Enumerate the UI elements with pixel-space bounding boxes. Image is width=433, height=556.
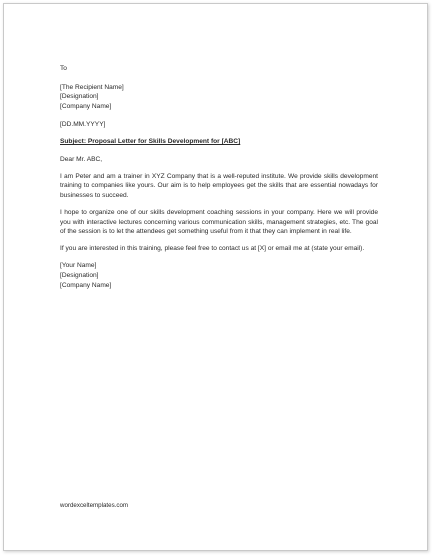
paragraph-proposal: I hope to organize one of our skills development coaching sessions in your company. Here we will provide you with interactive lectures concerning various communication skills, management strategies, etc. The goal of the session is to let the attendees get something useful from it that they can implement in real life.: [60, 208, 378, 236]
sender-company: [Company Name]: [60, 281, 112, 289]
salutation: Dear Mr. ABC,: [60, 155, 103, 163]
recipient-designation: [Designation]: [60, 93, 99, 101]
paragraph-intro: I am Peter and am a trainer in XYZ Company that is a well-reputed institute. We provide skills development training to companies like yours. Our aim is to help employees get the skills that are essential nowadays for businesses to succeed.: [60, 172, 378, 199]
recipient-name: [The Recipient Name]: [60, 83, 124, 91]
recipient-company: [Company Name]: [60, 102, 112, 110]
letter-subject: Subject: Proposal Letter for Skills Development for [ABC]: [60, 138, 241, 146]
document-page: [3, 3, 428, 551]
paragraph-contact: If you are interested in this training, please feel free to contact us at [X] or email me at (state your email).: [60, 245, 365, 253]
to-label: To: [60, 65, 67, 72]
footer-site: wordexceltemplates.com: [60, 502, 129, 509]
letter-body: [60, 64, 378, 290]
recipient-block: [60, 83, 378, 112]
sender-name: [Your Name]: [60, 262, 97, 270]
sender-designation: [Designation]: [60, 271, 99, 279]
sender-block: [60, 261, 378, 290]
letter-date: [DD.MM.YYYY]: [60, 121, 106, 129]
